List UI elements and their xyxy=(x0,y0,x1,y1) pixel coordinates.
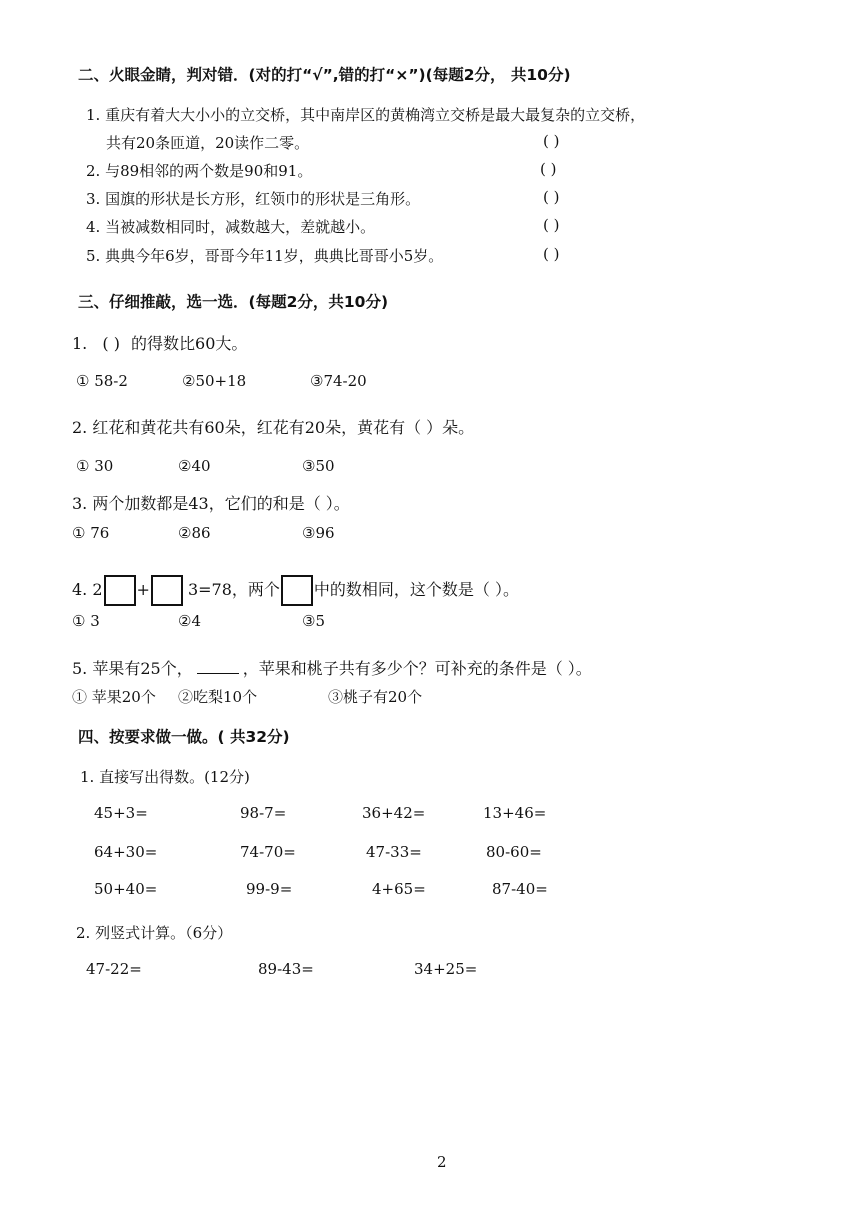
section-2-title: 二、火眼金睛，判对错．(对的打“√”,错的打“×”)(每题2分， 共10分) xyxy=(78,66,571,84)
equation-text: 3=78，两个 xyxy=(187,580,280,599)
s2-item-2 xyxy=(86,160,312,181)
item-number: 3. xyxy=(86,190,101,208)
calc-item: 36+42= xyxy=(362,804,426,822)
question-text: 5. 苹果有25个， xyxy=(72,659,193,678)
s2-item-1 xyxy=(86,104,645,125)
answer-paren[interactable]: ( ) xyxy=(543,245,560,263)
option-3[interactable]: ③74-20 xyxy=(310,372,367,390)
question-number: 4. 2 xyxy=(72,580,103,599)
item-number: 1. xyxy=(86,106,101,124)
calc-item: 74-70= xyxy=(240,843,296,861)
option-1[interactable]: ① 3 xyxy=(72,612,100,630)
option-3[interactable]: ③50 xyxy=(302,457,335,475)
blank-box[interactable] xyxy=(104,575,136,606)
calc-item: 99-9= xyxy=(246,880,293,898)
option-3[interactable]: ③5 xyxy=(302,612,325,630)
calc-item: 80-60= xyxy=(486,843,542,861)
option-3[interactable]: ③96 xyxy=(302,524,335,542)
section-4-title: 四、按要求做一做。( 共32分) xyxy=(78,728,290,746)
question-text-tail: ，苹果和桃子共有多少个？可补充的条件是（ ）。 xyxy=(242,659,592,678)
vertical-calc-item: 89-43= xyxy=(258,960,314,978)
s4-part1-title: 1. 直接写出得数。(12分) xyxy=(80,768,250,786)
s3-q4 xyxy=(72,575,519,606)
item-text: 典典今年6岁，哥哥今年11岁，典典比哥哥小5岁。 xyxy=(105,247,444,265)
answer-paren[interactable]: ( ) xyxy=(540,160,557,178)
option-3[interactable]: ③桃子有20个 xyxy=(328,688,423,706)
option-1[interactable]: ① 30 xyxy=(76,457,114,475)
section-3-title: 三、仔细推敲，选一选．(每题2分，共10分) xyxy=(78,293,389,311)
fill-blank[interactable] xyxy=(197,659,239,674)
answer-paren[interactable]: ( ) xyxy=(102,334,120,353)
answer-paren[interactable]: ( ) xyxy=(543,188,560,206)
item-number: 4. xyxy=(86,218,101,236)
s3-q2: 2. 红花和黄花共有60朵，红花有20朵，黄花有（ ）朵。 xyxy=(72,418,475,437)
plus-sign: + xyxy=(136,580,150,599)
calc-item: 64+30= xyxy=(94,843,158,861)
option-1[interactable]: ① 苹果20个 xyxy=(72,688,156,706)
item-number: 5. xyxy=(86,247,101,265)
question-text: 的得数比60大。 xyxy=(131,334,248,353)
vertical-calc-item: 47-22= xyxy=(86,960,142,978)
calc-item: 45+3= xyxy=(94,804,148,822)
calc-item: 50+40= xyxy=(94,880,158,898)
item-text-continued: 共有20条匝道，20读作二零。 xyxy=(106,134,310,152)
calc-item: 47-33= xyxy=(366,843,422,861)
item-number: 2. xyxy=(86,162,101,180)
item-text: 当被减数相同时，减数越大，差就越小。 xyxy=(105,218,376,236)
blank-box[interactable] xyxy=(151,575,183,606)
s2-item-1-cont xyxy=(106,132,309,153)
option-2[interactable]: ②50+18 xyxy=(182,372,247,390)
calc-item: 87-40= xyxy=(492,880,548,898)
option-1[interactable]: ① 58-2 xyxy=(76,372,128,390)
item-text: 与89相邻的两个数是90和91。 xyxy=(105,162,313,180)
option-2[interactable]: ②40 xyxy=(178,457,211,475)
item-text: 国旗的形状是长方形，红领巾的形状是三角形。 xyxy=(105,190,421,208)
blank-box[interactable] xyxy=(281,575,313,606)
option-2[interactable]: ②4 xyxy=(178,612,201,630)
s2-item-5 xyxy=(86,245,443,266)
option-2[interactable]: ②吃梨10个 xyxy=(178,688,258,706)
s2-item-4 xyxy=(86,216,375,237)
item-text: 重庆有着大大小小的立交桥，其中南岸区的黄桷湾立交桥是最大最复杂的立交桥， xyxy=(105,106,646,124)
s2-item-3 xyxy=(86,188,420,209)
calc-item: 13+46= xyxy=(483,804,547,822)
vertical-calc-item: 34+25= xyxy=(414,960,478,978)
option-2[interactable]: ②86 xyxy=(178,524,211,542)
question-number: 1. xyxy=(72,334,88,353)
s3-q5 xyxy=(72,656,592,679)
s4-part2-title: 2. 列竖式计算。（6分） xyxy=(76,924,233,942)
calc-item: 98-7= xyxy=(240,804,287,822)
page-number: 2 xyxy=(437,1153,447,1171)
answer-paren[interactable]: ( ) xyxy=(543,132,560,150)
answer-paren[interactable]: ( ) xyxy=(543,216,560,234)
s3-q3: 3. 两个加数都是43，它们的和是（ ）。 xyxy=(72,494,350,513)
question-text: 中的数相同，这个数是（ ）。 xyxy=(313,580,519,599)
option-1[interactable]: ① 76 xyxy=(72,524,110,542)
calc-item: 4+65= xyxy=(372,880,426,898)
s3-q1 xyxy=(72,331,247,354)
